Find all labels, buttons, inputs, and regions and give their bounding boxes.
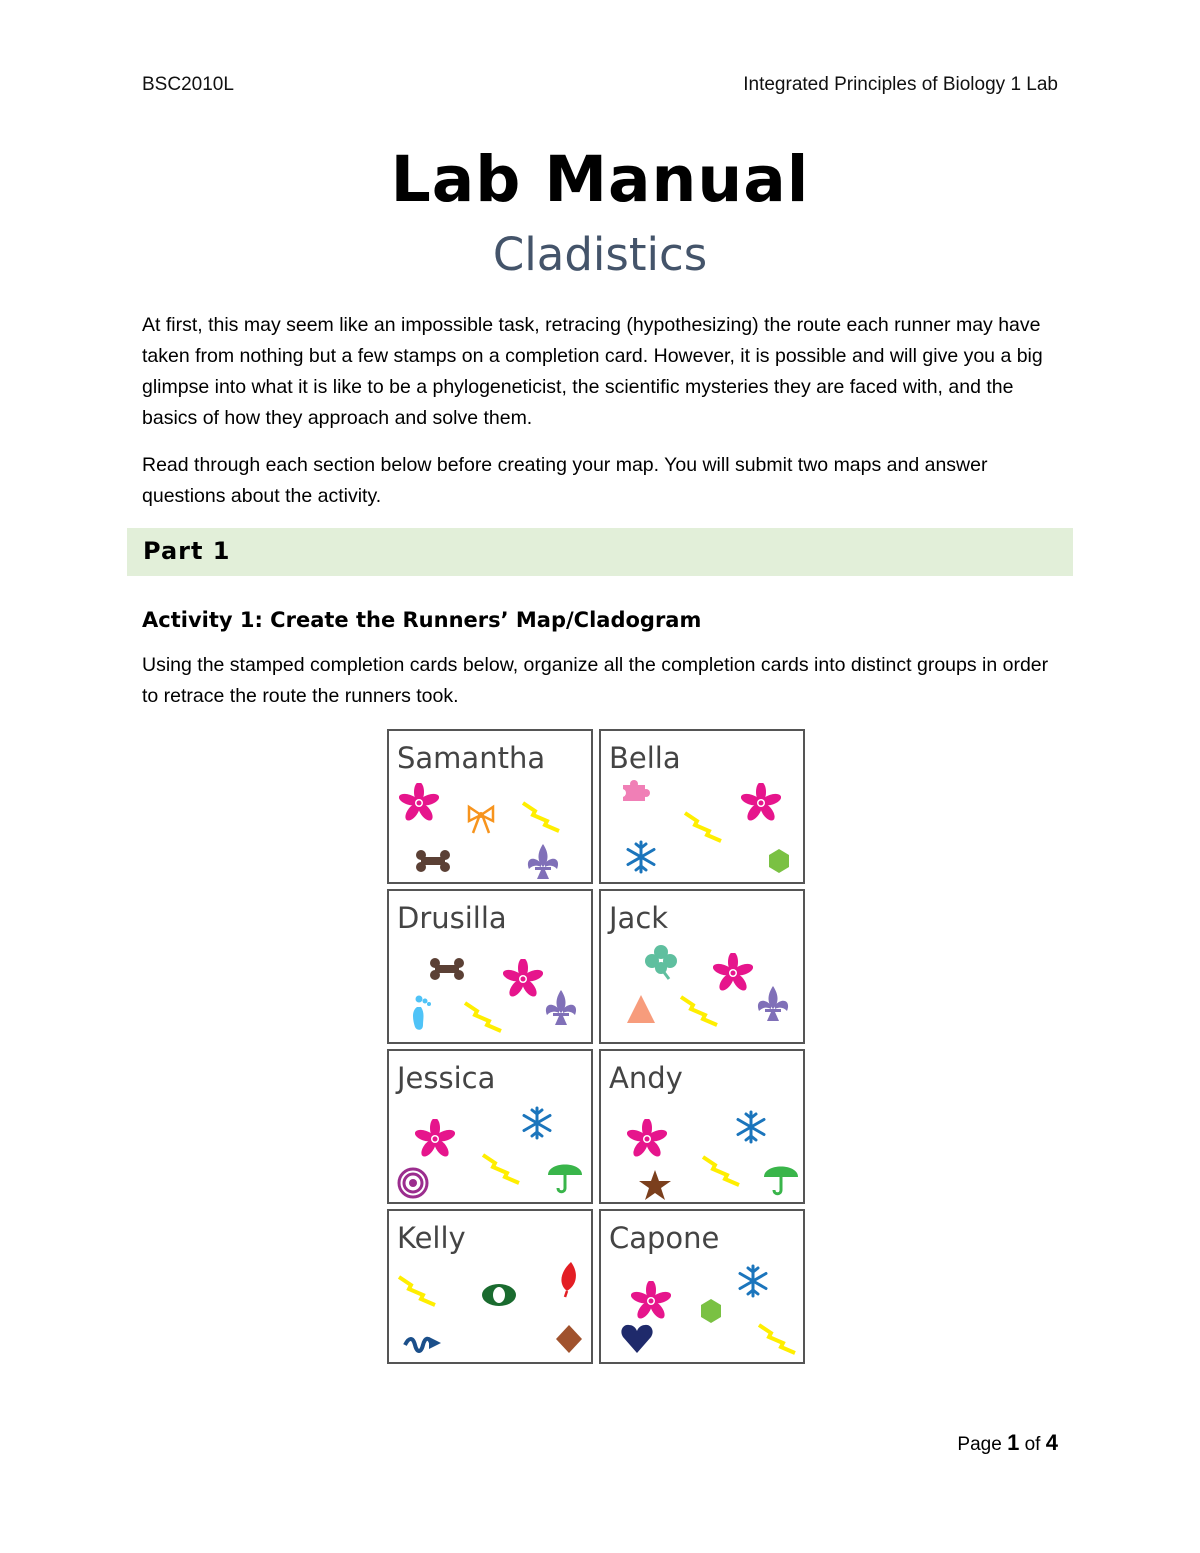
flower-icon	[631, 1281, 671, 1321]
footer-prefix: Page	[957, 1434, 1002, 1455]
flower-icon	[415, 1119, 455, 1159]
part-heading-band	[127, 528, 1073, 576]
snowflake-icon	[733, 1261, 773, 1301]
bone-icon	[427, 949, 467, 989]
footer-page: 1	[1007, 1430, 1020, 1455]
completion-card-drusilla	[387, 889, 593, 1044]
umbrella-icon	[761, 1157, 801, 1197]
snowflake-icon	[731, 1107, 771, 1147]
wave-arrow-icon	[403, 1323, 443, 1363]
part-heading: Part 1	[143, 537, 231, 565]
course-title: Integrated Principles of Biology 1 Lab	[743, 74, 1058, 95]
bow-icon	[461, 799, 501, 839]
flower-icon	[713, 953, 753, 993]
lightning-icon	[521, 793, 561, 833]
lightning-icon	[757, 1315, 797, 1355]
runner-name: Capone	[609, 1221, 720, 1255]
lightning-icon	[397, 1267, 437, 1307]
flower-icon	[741, 783, 781, 823]
snowflake-icon	[517, 1103, 557, 1143]
lightning-icon	[481, 1145, 521, 1185]
page-title: Lab Manual	[390, 143, 810, 216]
runner-name: Andy	[609, 1061, 683, 1095]
snowflake-icon	[621, 837, 661, 877]
fleur-de-lis-icon	[541, 987, 581, 1027]
runner-name: Jessica	[397, 1061, 496, 1095]
completion-card-andy	[599, 1049, 805, 1204]
lightning-icon	[701, 1147, 741, 1187]
bone-icon	[413, 841, 453, 881]
eye-icon	[479, 1275, 519, 1315]
hexagon-icon	[759, 841, 799, 881]
star-icon	[635, 1165, 675, 1205]
fleur-de-lis-icon	[523, 841, 563, 881]
umbrella-icon	[545, 1155, 585, 1195]
diamond-icon	[549, 1319, 589, 1359]
footer-of: of	[1024, 1434, 1041, 1455]
puzzle-icon	[615, 773, 655, 813]
instructions-paragraph: Read through each section below before creating your map. You will submit two maps and answer questions about the activity.	[142, 454, 988, 507]
flower-icon	[503, 959, 543, 999]
completion-card-kelly	[387, 1209, 593, 1364]
runner-name: Jack	[609, 901, 669, 935]
runner-name: Kelly	[397, 1221, 466, 1255]
activity-heading: Activity 1: Create the Runners’ Map/Cladogram	[142, 608, 702, 632]
leaf-icon	[549, 1259, 589, 1299]
footprint-icon	[401, 993, 441, 1033]
target-icon	[393, 1163, 433, 1203]
page-footer	[957, 1430, 1058, 1456]
completion-card-jack	[599, 889, 805, 1044]
runner-name: Drusilla	[397, 901, 507, 935]
runner-name: Samantha	[397, 741, 546, 775]
activity-paragraph: Using the stamped completion cards below, organize all the completion cards into distinct groups in order to retrace the route the runners took.	[142, 654, 1049, 707]
triangle-icon	[621, 989, 661, 1029]
page-subtitle: Cladistics	[492, 228, 708, 281]
footer-total: 4	[1045, 1430, 1058, 1455]
hexagon-icon	[691, 1291, 731, 1331]
completion-card-capone	[599, 1209, 805, 1364]
lightning-icon	[683, 803, 723, 843]
lightning-icon	[679, 987, 719, 1027]
heart-icon	[617, 1319, 657, 1359]
intro-paragraph: At first, this may seem like an impossible task, retracing (hypothesizing) the route each runner may have taken from nothing but a few stamps on a completion card. However, it is possible and will give you a big glimpse into what it is like to be a phylogeneticist, the scientific mysteries they are faced with, and the basics of how they approach and solve them.	[142, 314, 1043, 429]
runner-name: Bella	[609, 741, 681, 775]
completion-card-jessica	[387, 1049, 593, 1204]
completion-card-samantha	[387, 729, 593, 884]
course-code: BSC2010L	[142, 74, 234, 95]
flower-icon	[399, 783, 439, 823]
completion-card-bella	[599, 729, 805, 884]
clover-icon	[641, 941, 681, 981]
lightning-icon	[463, 993, 503, 1033]
flower-icon	[627, 1119, 667, 1159]
completion-cards-grid	[385, 727, 815, 1369]
fleur-de-lis-icon	[753, 983, 793, 1023]
